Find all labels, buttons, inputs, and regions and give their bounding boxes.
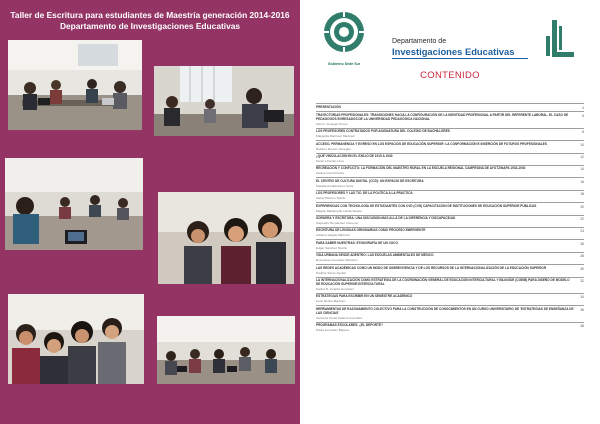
toc-entry-title: RECREACIÓN Y CONFLICTO: LA FORMACIÓN DEL MAESTRO RURAL EN LA ESCUELA REGIONAL CAMPESINA DE AYOTZINAPA 1933-1940 bbox=[316, 166, 526, 171]
toc-entry bbox=[316, 277, 584, 293]
toc-entry-title: ESCRITURA DE LENGUAS ORIGINARIAS COMO PROCESO EMERGENTE bbox=[316, 228, 426, 233]
table-of-contents bbox=[316, 103, 584, 334]
department-label: Departamento de bbox=[392, 38, 447, 45]
toc-entry-author: Claudia Amalia Pérez Solís bbox=[316, 183, 354, 188]
toc-entry-author: Karina Arcurti Flores bbox=[316, 171, 345, 176]
photo-group-closeup bbox=[8, 294, 144, 384]
toc-entry-author: Isabel Moreno Toledo bbox=[316, 196, 346, 201]
toc-entry bbox=[316, 140, 584, 152]
toc-entry-title: LOS PROFESORES CONTRATADOS POR ASIGNATURA DEL COLEGIO DE BACHILLERES bbox=[316, 129, 450, 134]
photo-classroom-overview bbox=[157, 316, 295, 384]
toc-entry-page: 32 bbox=[580, 279, 584, 284]
toc-entry-title: ACCESO, PERMANENCIA Y EGRESO EN LOS ESPACIOS DE EDUCACIÓN SUPERIOR: LA CONFORMACIÓN E INSERCIÓN DE FUTUROS PROFESIONALES bbox=[316, 141, 547, 146]
toc-entry-title: SORDERA Y ESCRITURA: UNA DISCUSIÓN MÁS ALLÁ DE LA DIFERENCIA Y DISCAPACIDAD bbox=[316, 216, 456, 221]
toc-entry-page: 10 bbox=[580, 142, 584, 147]
toc-entry-page: 6 bbox=[582, 113, 584, 118]
government-seal-logo bbox=[322, 10, 366, 60]
toc-entry-title: LOS PROFESORES Y LAS TIC: DE LA POLÍTICA A LA PRÁCTICA bbox=[316, 191, 413, 196]
toc-entry-title: LA INTERNACIONALIZACIÓN COMO ESTRATEGIA DE LA COORDINACIÓN GENERAL DE EDUCACIÓN INTERCULTURAL Y BILINGÜE (CGEIB) PARA DISEÑO DE MODELO DE EDUCACIÓN SUPERIOR INTERCULTURAL bbox=[316, 278, 570, 286]
toc-entry-page: 4 bbox=[582, 105, 584, 110]
toc-entry-title: PRESENTACIÓN bbox=[316, 104, 341, 109]
toc-entry-page: 24 bbox=[580, 229, 584, 234]
toc-entry bbox=[316, 239, 584, 251]
toc-entry-page: 26 bbox=[580, 241, 584, 246]
photo-classroom-3 bbox=[5, 158, 143, 250]
toc-entry-title: EXPERIENCIAS CON TECNOLOGÍA DE ESTUDIANTES CON CVD (CVD) CAPACITACIÓN DE INSTITUCIONES DE EDUCACIÓN SUPERIOR PÚBLICAS bbox=[316, 203, 537, 208]
toc-entry bbox=[316, 202, 584, 214]
toc-entry-title: HERRAMIENTAS DE RAZONAMIENTO COLECTIVO PARA LA CONSTRUCCIÓN DE CONOCIMIENTOS EN UN CURSO UNIVERSITARIO DE 'ESTRATEGIAS DE ENSEÑANZA DE LAS CIENCIAS' bbox=[316, 306, 574, 315]
toc-entry-author: Roberto Ramón Venegas bbox=[316, 146, 351, 151]
toc-entry bbox=[316, 177, 584, 189]
toc-entry bbox=[316, 190, 584, 202]
toc-entry-page: 34 bbox=[580, 295, 584, 300]
cover-title bbox=[0, 10, 300, 32]
seal-caption: Gobierno Sede Sur bbox=[327, 62, 361, 66]
toc-entry bbox=[316, 153, 584, 165]
toc-entry-author: Magaly Maldonado Landa Suaste bbox=[316, 208, 363, 213]
die-logo bbox=[544, 16, 578, 66]
toc-entry-title: VIDA URBANA DESDE ADENTRO: LAS ESCUELAS AMBIENTALES DE MÉXICO bbox=[316, 253, 434, 258]
toc-entry-author: Margarita Martínez Martínez bbox=[316, 134, 355, 139]
contents-heading: CONTENIDO bbox=[420, 70, 480, 81]
toc-entry-author: Karina H. Lizarda González bbox=[316, 286, 354, 291]
toc-entry-author: Cecil Nerina Martínez bbox=[316, 299, 346, 304]
toc-entry-title: PROGRAMAS ESCOLARES: ¿EL DEPORTE? bbox=[316, 323, 383, 328]
photo-group-smiling bbox=[158, 192, 294, 284]
toc-entry-title: EL CENTRO DE CULTURA DIGITAL (CCD): UN ESPACIO DE ESCRITURA bbox=[316, 178, 424, 183]
toc-entry-author: Alejandro Hernández Cisneros bbox=[316, 220, 359, 225]
toc-entry bbox=[316, 215, 584, 227]
toc-entry-title: TRAYECTORIAS PROFESIONALES: TRANSICIONES HACIA LA CONFIGURACIÓN DE LA IDENTIDAD PROFESIONAL A PARTIR DEL REFERENTE LABORAL. EL CASO DE PEDAGOGOS EGRESADOS DE LA UNIVERSIDAD PEDAGÓGICA NACIONAL bbox=[316, 112, 569, 121]
toc-entry bbox=[316, 305, 584, 321]
toc-entry bbox=[316, 322, 584, 334]
department-name: Investigaciones Educativas bbox=[392, 46, 515, 57]
toc-entry-page: 16 bbox=[580, 179, 584, 184]
toc-entry-author: Edgar Sánchez Murillo bbox=[316, 245, 348, 250]
toc-entry-title: ¿QUÉ VINCULACIÓN EN EL EXILIO DE 1919 A 1940 bbox=[316, 154, 393, 159]
toc-entry-page: 14 bbox=[580, 167, 584, 172]
cover-title-line1: Taller de Escritura para estudiantes de Maestría generación 2014-2016 bbox=[10, 10, 290, 20]
toc-entry-author: Itzel A. Venegas Torres bbox=[316, 121, 348, 126]
toc-entry-author: Paulina Torres Aguilar bbox=[316, 270, 347, 275]
toc-entry-page: 8 bbox=[582, 130, 584, 135]
toc-entry-page: 22 bbox=[580, 217, 584, 222]
toc-entry bbox=[316, 128, 584, 140]
toc-entry bbox=[316, 293, 584, 305]
toc-entry bbox=[316, 252, 584, 264]
toc-entry-author: Verónica Ismail Cabrieli González bbox=[316, 315, 363, 320]
toc-entry-page: 36 bbox=[580, 307, 584, 312]
toc-entry bbox=[316, 103, 584, 111]
cover-title-line2: Departamento de Investigaciones Educativas bbox=[59, 21, 241, 31]
toc-entry-author: Emmanuel González Martínez bbox=[316, 258, 358, 263]
photo-classroom-2 bbox=[154, 66, 294, 136]
header-divider bbox=[392, 58, 528, 59]
toc-entry bbox=[316, 264, 584, 276]
toc-entry-page: 18 bbox=[580, 192, 584, 197]
toc-entry-page: 12 bbox=[580, 155, 584, 160]
toc-entry-author: Paula González Béjares bbox=[316, 328, 350, 333]
photo-classroom-1 bbox=[8, 40, 142, 130]
toc-entry bbox=[316, 165, 584, 177]
toc-entry-title: PARA SABER NUESTRAS: ETNOGRAFÍA DE UN CUCO bbox=[316, 240, 398, 245]
toc-entry-author: Karen Lizarrán Lima bbox=[316, 158, 344, 163]
toc-entry-title: LAS REDES ACADÉMICAS COMO UN MODO DE SOBREVIVENCIA Y DE LOS RECURSOS DE LA INTERNACIONALIZACIÓN DE LA EDUCACIÓN SUPERIOR bbox=[316, 265, 547, 270]
toc-entry-author: Adriana Vargas Martínez bbox=[316, 233, 350, 238]
contents-page bbox=[300, 0, 600, 424]
toc-entry bbox=[316, 227, 584, 239]
toc-entry-page: 20 bbox=[580, 204, 584, 209]
toc-entry-page: 38 bbox=[580, 324, 584, 329]
toc-entry-page: 28 bbox=[580, 254, 584, 259]
toc-entry-page: 30 bbox=[580, 266, 584, 271]
toc-entry-title: ESTRATEGIAS PARA ESCRIBIR EN UN SEMESTRE ACADÉMICO bbox=[316, 294, 413, 299]
toc-entry bbox=[316, 111, 584, 127]
